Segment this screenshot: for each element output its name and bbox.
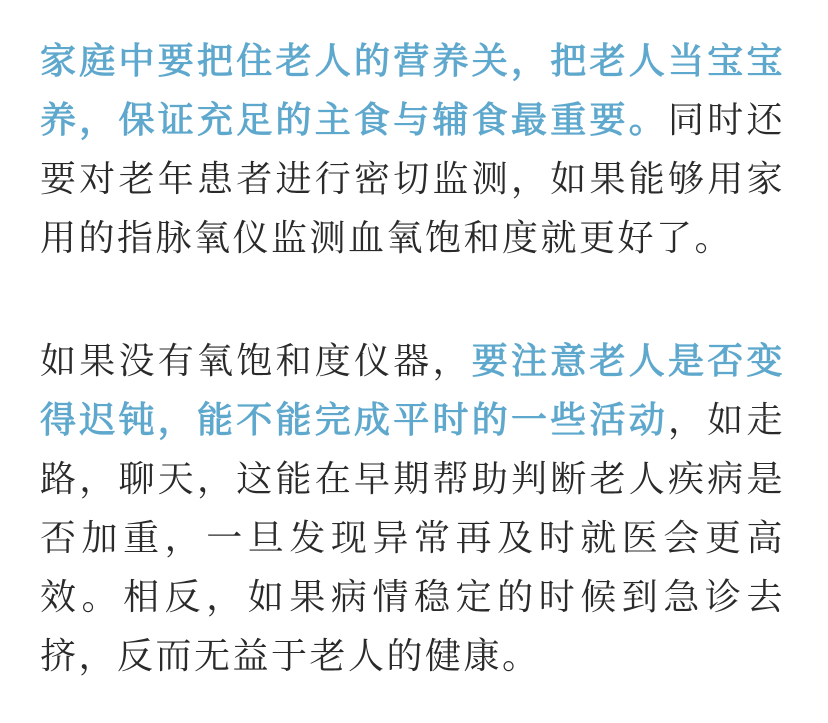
- text-line: [40, 331, 785, 390]
- highlighted-text-segment: 要注意老人是否变: [471, 340, 785, 381]
- text-segment: 用的指脉氧仪监测血氧饱和度就更好了。: [40, 217, 734, 258]
- text-segment: 否加重，一旦发现异常再及时就医会更高: [40, 517, 785, 558]
- text-line: [40, 449, 785, 508]
- text-line: [40, 390, 785, 449]
- text-line: [40, 90, 785, 149]
- text-segment: 挤，反而无益于老人的健康。: [40, 635, 541, 676]
- text-segment: 同时还: [667, 99, 785, 140]
- article-body: [40, 31, 785, 685]
- highlighted-text-segment: 得迟钝，能不能完成平时的一些活动: [40, 399, 668, 440]
- text-line: [40, 567, 785, 626]
- text-segment: 效。相反，如果病情稳定的时候到急诊去: [40, 576, 785, 617]
- paragraph: [40, 331, 785, 685]
- text-line: [40, 149, 785, 208]
- text-segment: ，如走: [667, 399, 785, 440]
- text-line: [40, 626, 785, 685]
- text-line: [40, 208, 785, 267]
- text-segment: 要对老年患者进行密切监测，如果能够用家: [40, 158, 785, 199]
- text-line: [40, 31, 785, 90]
- text-line: [40, 508, 785, 567]
- highlighted-text-segment: 家庭中要把住老人的营养关，把老人当宝宝: [40, 40, 785, 81]
- text-segment: 如果没有氧饱和度仪器，: [40, 340, 472, 381]
- paragraph: [40, 31, 785, 267]
- highlighted-text-segment: 养，保证充足的主食与辅食最重要。: [40, 99, 668, 140]
- text-segment: 路，聊天，这能在早期帮助判断老人疾病是: [40, 458, 785, 499]
